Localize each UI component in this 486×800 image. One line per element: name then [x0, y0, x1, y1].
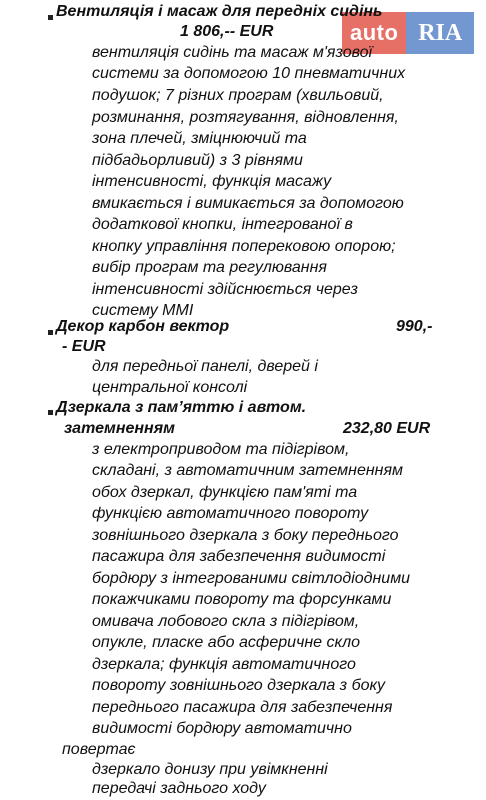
desc-line: вмикається і вимикається за допомогою [92, 195, 404, 212]
desc-line: функцією автоматичного повороту [92, 505, 369, 522]
desc-line: складані, з автоматичним затемненням [92, 462, 403, 479]
section-title-continued: затемненням [64, 420, 175, 437]
desc-line: центральної консолі [92, 379, 248, 396]
section-price: 990,- [396, 318, 433, 335]
desc-line: системи за допомогою 10 пневматичних [92, 65, 406, 82]
desc-line: пасажира для забезпечення видимості [92, 548, 386, 565]
desc-line: видимості бордюру автоматично [92, 720, 352, 737]
desc-line: зона плечей, зміцнюючий та [92, 130, 307, 147]
section-title: Вентиляція і масаж для передніх сидінь [56, 3, 383, 20]
section-price-continued: - EUR [62, 338, 106, 355]
desc-line: розминання, розтягування, відновлення, [92, 109, 399, 126]
desc-line: повороту зовнішнього дзеркала з боку [92, 677, 386, 694]
desc-line: з електроприводом та підігрівом, [92, 441, 350, 458]
desc-line: додаткової кнопки, інтегрованої в [92, 216, 353, 233]
desc-line: подушок; 7 різних програм (хвильовий, [92, 87, 384, 104]
desc-line: обох дзеркал, функцією пам'яті та [92, 484, 358, 501]
desc-line: підбадьорливий) з 3 рівнями [92, 152, 303, 169]
desc-line: покажчиками повороту та форсунками [92, 591, 392, 608]
section-title: Дзеркала з пам’яттю і автом. [56, 399, 307, 416]
bullet-icon [48, 410, 53, 415]
desc-line: вибір програм та регулювання [92, 259, 327, 276]
section-title: Декор карбон вектор [56, 318, 230, 335]
desc-line: передачі заднього ходу [92, 780, 266, 797]
desc-line: бордюру з інтегрованими світлодіодними [92, 570, 411, 587]
desc-line: дзеркала; функція автоматичного [92, 656, 356, 673]
desc-line: дзеркало донизу при увімкненні [92, 761, 328, 778]
desc-line: вентиляція сидінь та масаж м'язової [92, 44, 373, 61]
bullet-icon [48, 15, 53, 20]
desc-line: для передньої панелі, дверей і [92, 358, 318, 375]
desc-line: опукле, пласке або асферичне скло [92, 634, 360, 651]
desc-line-outdented: повертає [62, 741, 136, 758]
desc-line: зовнішнього дзеркала з боку переднього [92, 527, 399, 544]
bullet-icon [48, 330, 53, 335]
desc-line: інтенсивності, функція масажу [92, 173, 332, 190]
watermark-auto: auto [342, 12, 406, 54]
section-price: 1 806,-- EUR [180, 23, 274, 40]
watermark-ria: RIA [406, 12, 474, 54]
desc-line: переднього пасажира для забезпечення [92, 699, 393, 716]
desc-line: інтенсивності здійснюється через [92, 281, 358, 298]
section-price: 232,80 EUR [343, 420, 431, 437]
desc-line: омивача лобового скла з підігрівом, [92, 613, 360, 630]
desc-line: кнопку управління поперековою опорою; [92, 238, 396, 255]
desc-line: систему MMI [92, 302, 194, 319]
